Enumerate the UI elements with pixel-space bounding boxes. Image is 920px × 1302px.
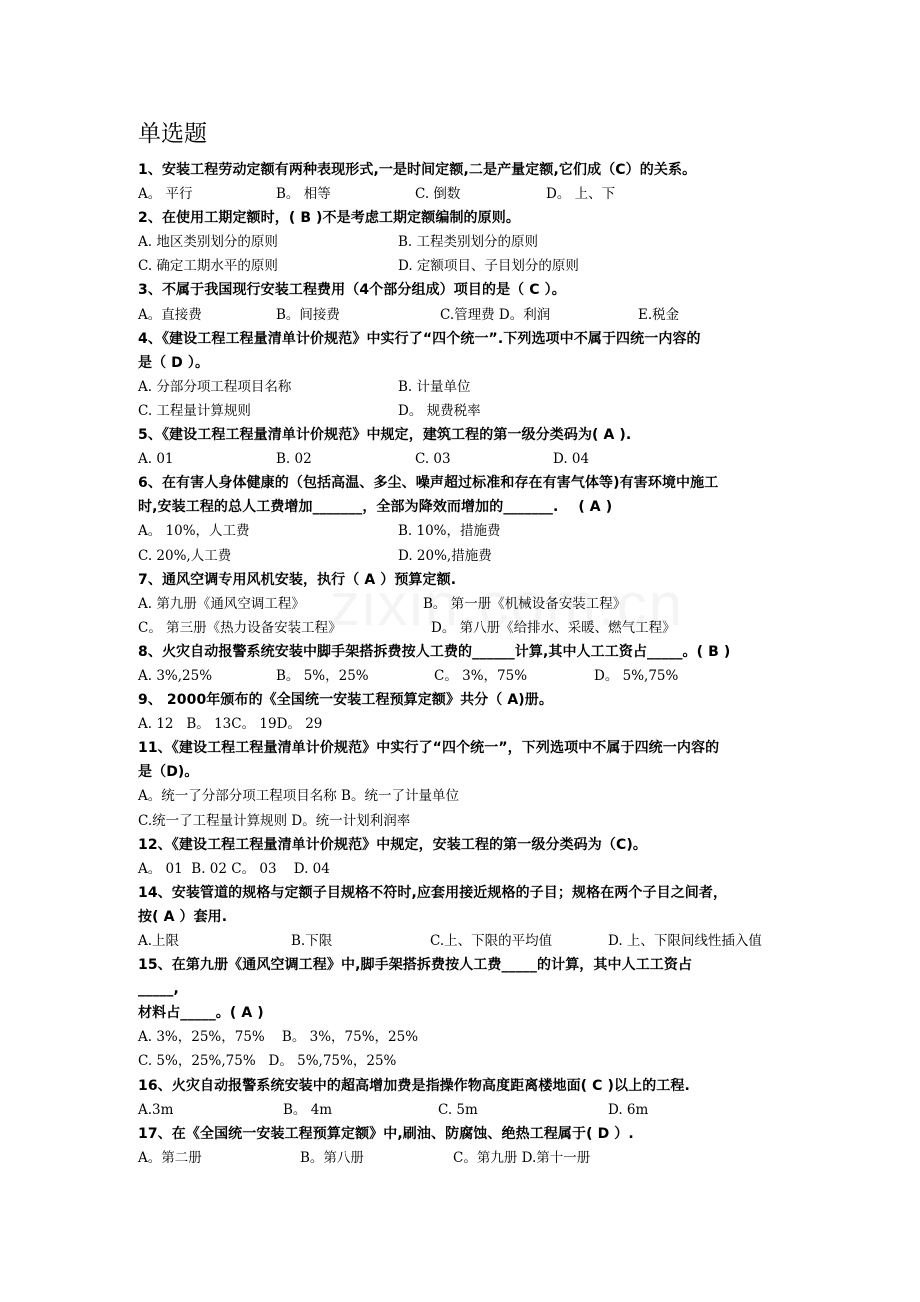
- options-line: [138, 182, 828, 206]
- question-line: 16、火灾自动报警系统安装中的超高增加费是指操作物高度距离楼地面( C )以上的工程.: [138, 1077, 690, 1094]
- options-line: [138, 809, 828, 833]
- option-text: C. 5%，25%,75% D。 5%,75%，25%: [138, 1053, 397, 1070]
- question-line: 3、不属于我国现行安装工程费用（4个部分组成）项目的是（ C ）。: [138, 282, 566, 299]
- question-line: 时,安装工程的总人工费增加_______，全部为降效而增加的_______. ( A ): [138, 499, 613, 516]
- question-line: 9、 2000年颁布的《全国统一安装工程预算定额》共分（ A)册。: [138, 692, 553, 709]
- option-text: A. 3%,25%: [138, 667, 213, 684]
- question-line: 材料占_____。( A ): [138, 1005, 264, 1022]
- option-text: C.管理费 D。利润: [440, 306, 551, 323]
- question-line: 1、安装工程劳动定额有两种表现形式,一是时间定额,二是产量定额,它们成（C）的关系。: [138, 162, 697, 178]
- question-line: 是（ D ）。: [138, 354, 210, 371]
- options-line: [138, 664, 828, 688]
- option-text: A. 第九册《通风空调工程》: [138, 595, 305, 612]
- option-text: A. 3%，25%，75% B。 3%，75%，25%: [138, 1029, 419, 1046]
- options-line: [138, 447, 828, 471]
- option-text: B. 计量单位: [398, 378, 471, 395]
- option-text: A.3m: [138, 1101, 174, 1118]
- options-line: [138, 929, 828, 953]
- option-text: B。第八册: [300, 1149, 364, 1166]
- option-text: A. 01: [138, 451, 174, 468]
- options-line: [138, 375, 828, 399]
- options-line: [138, 592, 828, 616]
- option-text: D. 上、下限间线性插入值: [608, 933, 762, 949]
- option-text: B.下限: [291, 933, 333, 949]
- option-text: A。 10%，人工费: [138, 523, 250, 540]
- option-text: B. 10%，措施费: [398, 523, 501, 540]
- question-line: 11、《建设工程工程量清单计价规范》中实行了“四个统一”，下列选项中不属于四统一内容的: [138, 740, 720, 757]
- option-text: C。 3%，75%: [434, 667, 528, 684]
- option-text: B。间接费: [276, 306, 340, 323]
- options-line: [138, 857, 828, 881]
- options-line: [138, 230, 828, 254]
- option-text: C. 工程量计算规则: [138, 402, 251, 419]
- options-line: [138, 1049, 828, 1073]
- option-text: D. 6m: [608, 1101, 649, 1118]
- option-text: A。统一了分部分项工程项目名称 B。统一了计量单位: [138, 788, 459, 805]
- option-text: D。 上、下: [546, 186, 616, 203]
- option-text: C. 03: [415, 451, 451, 468]
- option-text: B。 5%，25%: [276, 667, 369, 684]
- option-text: D。 规费税率: [398, 402, 481, 419]
- question-line: _____,: [138, 981, 179, 998]
- option-text: D. 04: [553, 451, 590, 468]
- option-text: D. 定额项目、子目划分的原则: [398, 258, 579, 275]
- option-text: A. 12 B。 13C。 19D。 29: [138, 716, 323, 733]
- question-line: 12、《建设工程工程量清单计价规范》中规定，安装工程的第一级分类码为（C)。: [138, 836, 647, 853]
- page-title: 单选题: [138, 121, 207, 147]
- options-line: [138, 303, 828, 327]
- options-line: [138, 399, 828, 423]
- options-line: [138, 616, 828, 640]
- option-text: A。 平行: [138, 186, 193, 203]
- option-text: C. 确定工期水平的原则: [138, 258, 278, 275]
- question-line: 2、在使用工期定额时，( B )不是考虑工期定额编制的原则。: [138, 210, 520, 227]
- options-line: [138, 519, 828, 543]
- option-text: A.上限: [138, 933, 180, 949]
- question-line: 15、在第九册《通风空调工程》中,脚手架搭拆费按人工费_____的计算，其中人工工资占: [138, 957, 693, 974]
- option-text: D。 5%,75%: [594, 667, 679, 684]
- option-text: C. 5m: [438, 1101, 478, 1118]
- options-line: [138, 1098, 828, 1122]
- options-line: [138, 712, 828, 736]
- question-list: [138, 158, 828, 1170]
- options-line: [138, 254, 828, 278]
- option-text: C. 20%,人工费: [138, 547, 232, 564]
- option-text: E.税金: [638, 306, 680, 323]
- option-text: D. 20%,措施费: [398, 547, 492, 564]
- question-line: 14、安装管道的规格与定额子目规格不符时,应套用接近规格的子目；规格在两个子目之间者，: [138, 884, 728, 901]
- option-text: B。 4m: [283, 1101, 333, 1118]
- options-line: [138, 544, 828, 568]
- options-line: [138, 1025, 828, 1049]
- question-line: 8、火灾自动报警系统安装中脚手架搭拆费按人工费的______计算,其中人工工资占_____。( B ): [138, 643, 731, 660]
- question-line: 按( A ）套用.: [138, 908, 228, 925]
- option-text: A。 01 B. 02 C。 03 D. 04: [138, 860, 330, 877]
- option-text: C.统一了工程量计算规则 D。统一计划利润率: [138, 812, 411, 829]
- question-line: 5、《建设工程工程量清单计价规范》中规定，建筑工程的第一级分类码为( A ).: [138, 427, 632, 444]
- option-text: A。直接费: [138, 306, 202, 323]
- options-line: [138, 1146, 828, 1170]
- option-text: C.上、下限的平均值: [430, 933, 553, 949]
- question-line: 是（D)。: [138, 764, 199, 781]
- option-text: C。第九册 D.第十一册: [453, 1149, 591, 1166]
- question-line: 4、《建设工程工程量清单计价规范》中实行了“四个统一”.下列选项中不属于四统一内容的: [138, 330, 701, 347]
- option-text: A. 地区类别划分的原则: [138, 234, 278, 251]
- option-text: D。 第八册《给排水、采暖、燃气工程》: [431, 619, 676, 636]
- question-line: 17、在《全国统一安装工程预算定额》中,刷油、防腐蚀、绝热工程属于( D ）.: [138, 1125, 634, 1142]
- option-text: B. 工程类别划分的原则: [398, 234, 539, 251]
- option-text: C。 第三册《热力设备安装工程》: [138, 619, 342, 636]
- option-text: B. 02: [276, 451, 312, 468]
- question-line: 7、通风空调专用风机安装，执行（ A ）预算定额.: [138, 571, 457, 588]
- options-line: [138, 784, 828, 808]
- option-text: A. 分部分项工程项目名称: [138, 378, 292, 395]
- question-line: 6、在有害人身体健康的（包括高温、多尘、噪声超过标准和存在有害气体等)有害环境中施工: [138, 475, 719, 492]
- option-text: B。 相等: [276, 186, 331, 203]
- option-text: C. 倒数: [415, 186, 461, 203]
- option-text: A。第二册: [138, 1149, 202, 1166]
- option-text: B。 第一册《机械设备安装工程》: [423, 595, 627, 612]
